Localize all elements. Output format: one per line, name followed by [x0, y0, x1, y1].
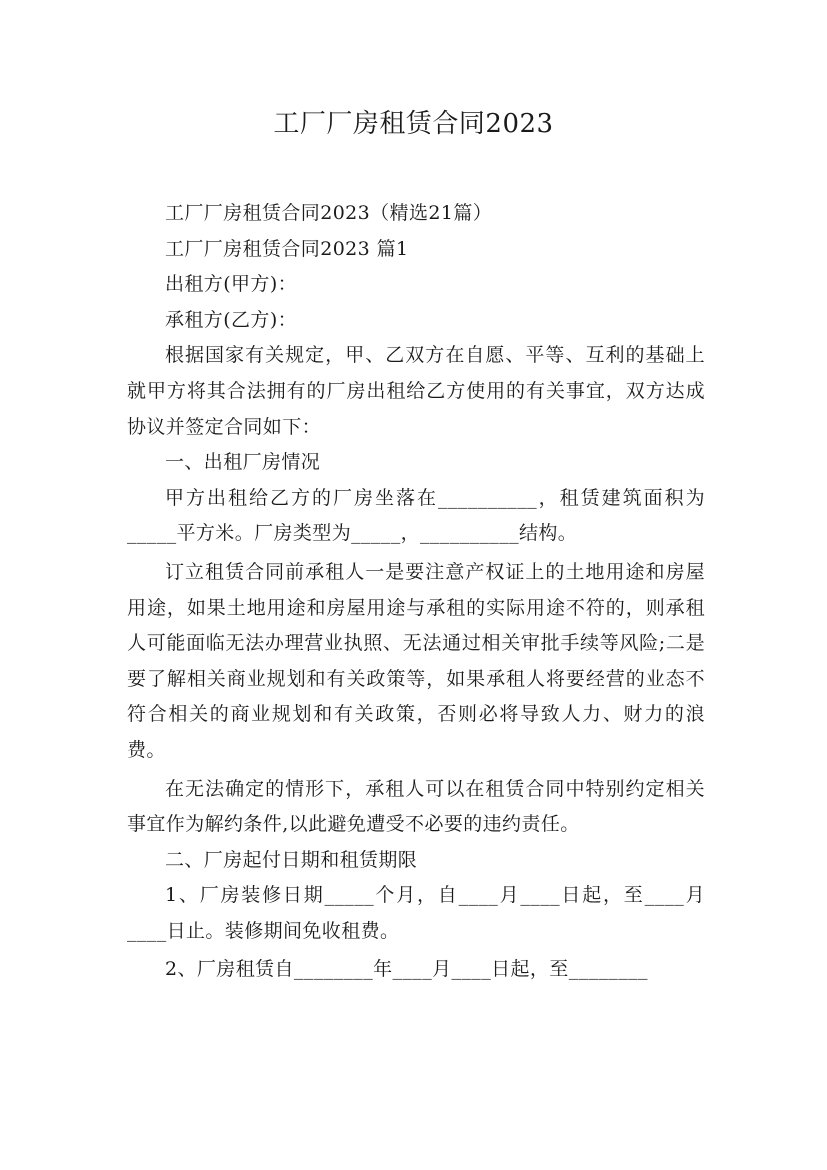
paragraph-precaution: 订立租赁合同前承租人一是要注意产权证上的土地用途和房屋用途，如果土地用途和房屋用途与承租的实际用途不符的，则承租人可能面临无法办理营业执照、无法通过相关审批手续等风险;二是要了解相关商业规划和有关政策等，如果承租人将要经营的业态不符合相关的商业规划和有关政策，否则必将导致人力、财力的浪费。 [127, 560, 705, 761]
paragraph-preamble: 根据国家有关规定，甲、乙双方在自愿、平等、互利的基础上就甲方将其合法拥有的厂房出租给乙方使用的有关事宜，双方达成协议并签定合同如下： [127, 344, 705, 438]
paragraph-lessor: 出租方(甲方)： [165, 273, 298, 296]
paragraph-lease-term: 2、厂房租赁自________年____月____日起，至________ [165, 958, 648, 981]
document-body [127, 196, 705, 988]
paragraph-section-heading: 工厂厂房租赁合同2023 篇1 [165, 237, 409, 260]
paragraph-subtitle: 工厂厂房租赁合同2023（精选21篇） [165, 202, 493, 224]
paragraph-lessee: 承租方(乙方)： [165, 308, 298, 331]
paragraph-heading-2: 二、厂房起付日期和租赁期限 [165, 848, 418, 871]
document-title: 工厂厂房租赁合同2023 [273, 109, 554, 139]
paragraph-location: 甲方出租给乙方的厂房坐落在__________，租赁建筑面积为_____平方米。厂房类型为_____，__________结构。 [127, 486, 705, 545]
paragraph-termination: 在无法确定的情形下，承租人可以在租赁合同中特别约定相关事宜作为解约条件,以此避免遭受不必要的违约责任。 [127, 777, 705, 836]
paragraph-decoration-period: 1、厂房装修日期_____个月，自____月____日起，至____月____日止。装修期间免收租费。 [127, 884, 705, 942]
paragraph-heading-1: 一、出租厂房情况 [165, 451, 321, 474]
